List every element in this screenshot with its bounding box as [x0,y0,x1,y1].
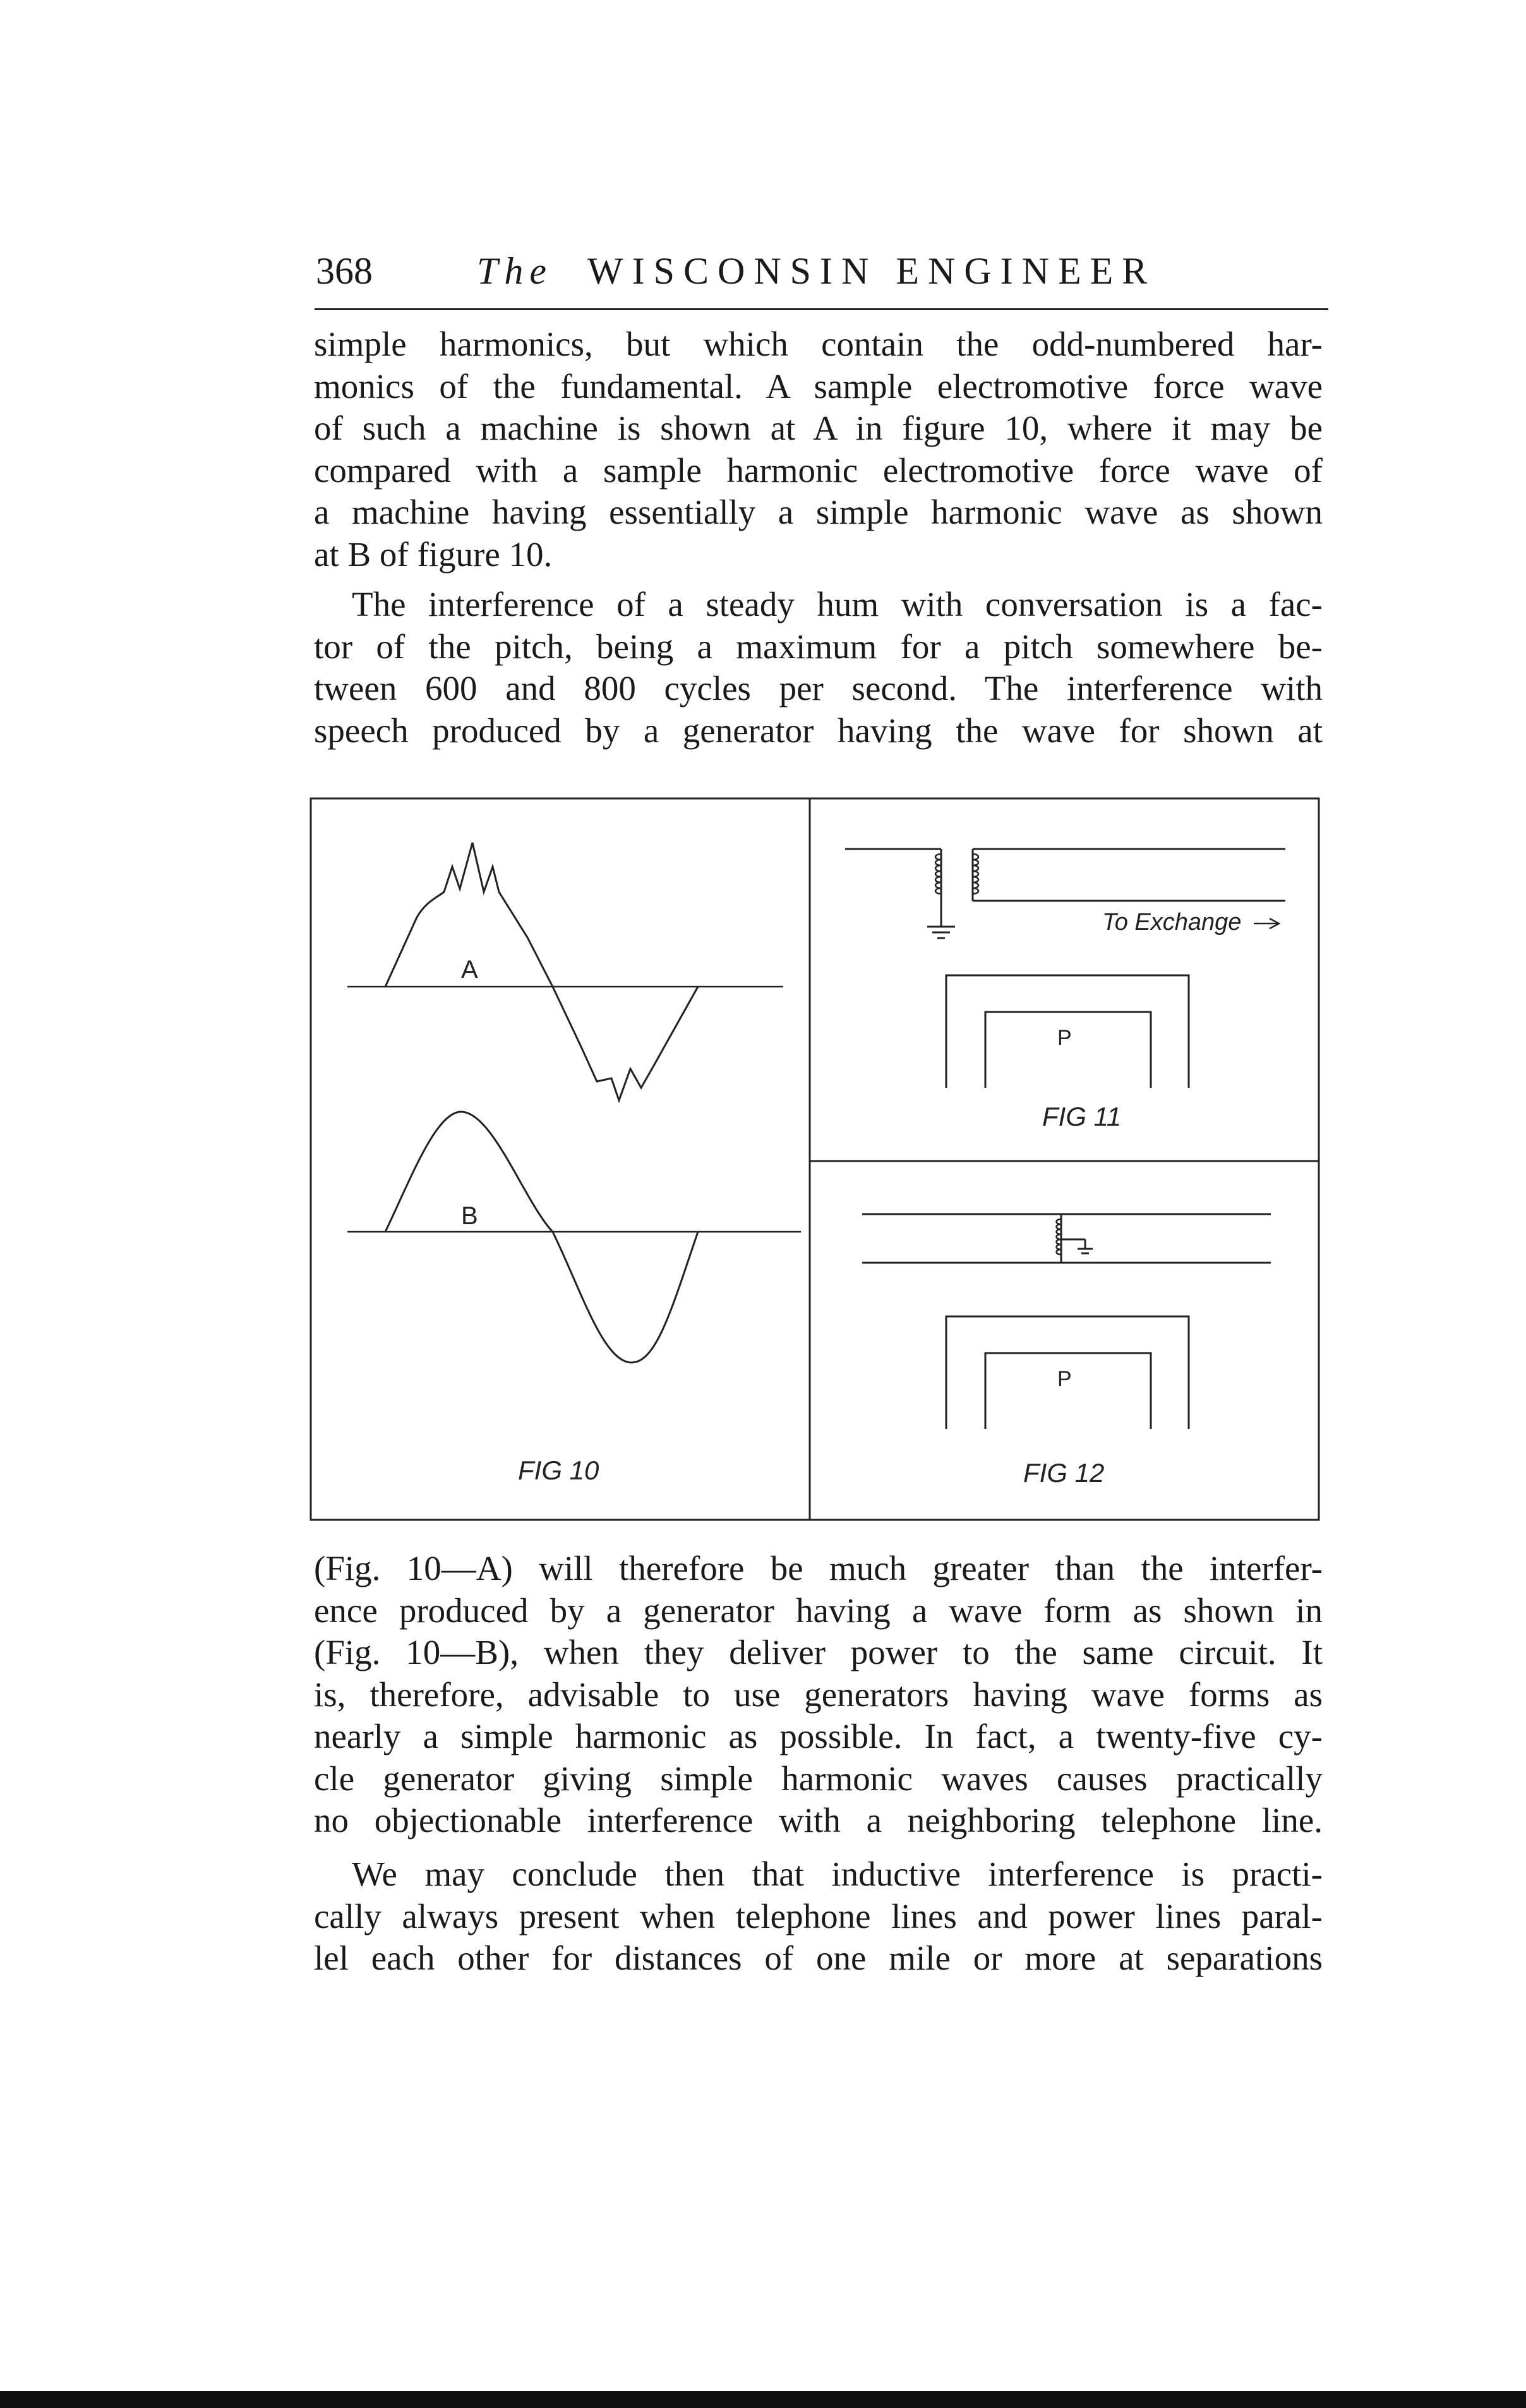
figure-plate [309,797,1320,1521]
fig12-power-line-inner [985,1353,1151,1429]
text-line: no objectionable interference with a neighboring telephone line. [314,1801,1323,1839]
text-line: simple harmonics, but which contain the odd-numbered har- [314,325,1323,363]
text-line: lel each other for distances of one mile or more at separations [314,1939,1323,1977]
text-line: cally always present when telephone lines and power lines paral- [314,1896,1323,1935]
text-line: of such a machine is shown at A in figure 10, where it may be [314,409,1323,447]
header-the: The [477,250,553,292]
text-line: The interference of a steady hum with conversation is a fac- [352,585,1323,623]
page-number: 368 [316,250,373,292]
text-line: nearly a simple harmonic as possible. In fact, a twenty-five cy- [314,1717,1323,1755]
text-line: is, therefore, advisable to use generators having wave forms as [314,1675,1323,1714]
fig11-to-exchange: To Exchange [1102,909,1242,936]
fig10-a-wave [385,843,698,1100]
fig11-power-line-inner [985,1012,1151,1088]
text-line: speech produced by a generator having the wave for shown at [314,711,1323,750]
fig10-caption: FIG 10 [518,1455,599,1485]
fig11-caption: FIG 11 [1042,1102,1122,1131]
figure-svg [309,797,1320,1521]
paragraph-1 [314,323,1323,575]
text-line: cle generator giving simple harmonic waves causes practically [314,1759,1323,1798]
fig12-caption: FIG 12 [1023,1458,1105,1488]
fig10-label-b: B [461,1202,478,1230]
figure-frame [311,798,1319,1520]
text-line: We may conclude then that inductive interference is practi- [352,1855,1323,1893]
text-line: monics of the fundamental. A sample electromotive force wave [314,366,1323,406]
text-line: ence produced by a generator having a wave form as shown in [314,1591,1323,1630]
scan-edge-band [0,2391,1526,2408]
text-line: a machine having essentially a simple harmonic wave as shown [314,493,1323,531]
header-rule [315,308,1328,310]
fig11-label-p: P [1057,1026,1072,1050]
text-line: compared with a sample harmonic electromotive force wave of [314,450,1323,490]
text-line: (Fig. 10—B), when they deliver power to the same circuit. It [314,1633,1323,1671]
fig10-label-a: A [461,956,478,984]
text-line: at B of figure 10. [314,534,553,574]
paragraph-2 [314,584,1323,752]
running-header [316,250,1326,300]
fig12-label-p: P [1057,1367,1072,1391]
paragraph-3 [314,1548,1323,1842]
text-line: tween 600 and 800 cycles per second. The interference with [314,669,1323,707]
text-line: (Fig. 10—A) will therefore be much greater than the interfer- [314,1549,1323,1587]
paragraph-4 [314,1853,1323,1980]
fig10-b-wave [385,1112,698,1363]
text-line: tor of the pitch, being a maximum for a pitch somewhere be- [314,627,1323,666]
magazine-title: WISCONSIN ENGINEER [587,250,1157,292]
